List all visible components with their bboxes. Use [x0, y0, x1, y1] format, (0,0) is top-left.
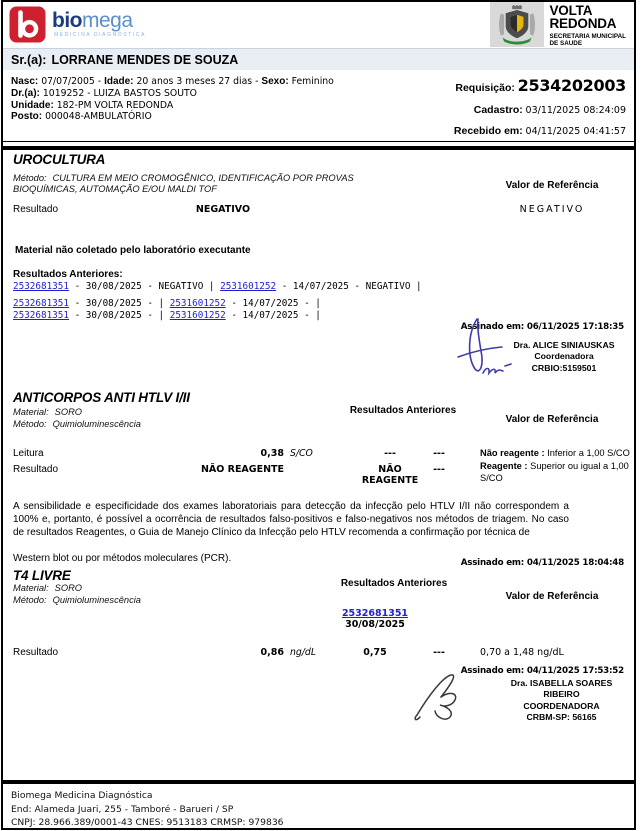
- cadastro-line: [454, 104, 626, 116]
- t4-material: [13, 583, 82, 594]
- report-header: [3, 2, 634, 142]
- urocultura-method: [13, 173, 433, 195]
- urocultura-result-label: Resultado: [13, 204, 59, 215]
- metodo-label: Método:: [13, 419, 47, 429]
- previous-result-link[interactable]: 2532681351: [13, 310, 69, 321]
- htlv-signed-at: Assinado em: 04/11/2025 18:04:48: [460, 558, 624, 568]
- t4-method: [13, 595, 141, 606]
- unidade-value: 182-PM VOLTA REDONDA: [53, 99, 174, 111]
- htlv-reference-block: [480, 447, 634, 485]
- ref-nao-reagente-label: Não reagente :: [480, 448, 545, 458]
- t4-prev2: ---: [433, 647, 445, 658]
- brand-bio: bio: [52, 9, 82, 32]
- urocultura-ref-header: Valor de Referência: [505, 180, 599, 191]
- t4-result-value: 0,86: [260, 647, 284, 658]
- municipality-text: [550, 2, 627, 48]
- material-note: Material não coletado pelo laboratório executante: [15, 245, 251, 256]
- footer-address: End: Alameda Juari, 255 - Tamboré - Barueri / SP: [11, 803, 234, 815]
- unidade-label: Unidade:: [11, 99, 54, 111]
- anteriores-label: Resultados Anteriores:: [13, 269, 123, 280]
- material-label: Material:: [13, 407, 49, 417]
- metodo-line1: CULTURA EM MEIO CROMOGÊNICO, IDENTIFICAÇÃO POR PROVAS: [52, 173, 354, 183]
- section-urocultura: [13, 150, 624, 389]
- signer-registry: CRBM-SP: 56165: [526, 711, 597, 722]
- t4-result-label: Resultado: [13, 647, 59, 658]
- t4-prev-link-wrap: [335, 608, 415, 619]
- report-footer: [3, 784, 634, 831]
- metodo-value: Quimioluminescência: [52, 419, 141, 429]
- leitura-value: 0,38: [260, 448, 284, 459]
- recebido-label: Recebido em:: [453, 125, 523, 137]
- metodo-label: Método:: [13, 595, 47, 605]
- htlv-note-tail: Western blot ou por métodos moleculares (PCR).: [13, 553, 232, 564]
- brand-tagline: MEDICINA DIAGNÓSTICA: [54, 32, 147, 38]
- sexo-label: Sexo:: [261, 76, 289, 87]
- logo-row: [3, 2, 634, 48]
- metodo-line2: BIOQUÍMICAS, AUTOMAÇÃO E/OU MALDI TOF: [13, 184, 217, 194]
- previous-result-text: - 14/07/2025 - |: [225, 310, 321, 321]
- cadastro-value: 03/11/2025 08:24:09: [525, 105, 626, 116]
- leitura-label: Leitura: [13, 448, 44, 459]
- section-htlv: [13, 389, 630, 568]
- t4-ref-header: Valor de Referência: [505, 591, 599, 602]
- htlv-ref-header: Valor de Referência: [505, 414, 599, 425]
- htlv-result-label: Resultado: [13, 464, 59, 475]
- previous-results-line: [13, 310, 321, 321]
- metodo-label: Método:: [13, 173, 47, 183]
- previous-results-line: [13, 281, 422, 292]
- signer-name: Dra. ISABELLA SOARES RIBEIRO: [510, 678, 613, 700]
- idade-label: Idade:: [104, 76, 134, 87]
- leitura-prev1: ---: [384, 448, 396, 459]
- previous-results-line: [13, 298, 321, 309]
- municipality-sub-line1: SECRETARIA MUNICIPAL: [549, 32, 626, 40]
- volta-redonda-crest-icon: [496, 4, 538, 45]
- signature-isabella-icon: [407, 667, 469, 725]
- previous-result-link[interactable]: 2532681351: [13, 298, 69, 309]
- htlv-result-value: NÃO REAGENTE: [200, 464, 284, 475]
- requisicao-label: Requisição:: [455, 82, 515, 94]
- posto-label: Posto:: [11, 111, 43, 123]
- leitura-prev2: ---: [433, 448, 445, 459]
- requisition-meta: [454, 76, 626, 146]
- cadastro-label: Cadastro:: [473, 104, 523, 116]
- htlv-result-prev2: ---: [433, 464, 445, 475]
- biomega-wordmark: [52, 10, 146, 38]
- requisicao-line: [454, 76, 626, 95]
- t4-signed-at: Assinado em: 04/11/2025 17:53:52: [460, 666, 624, 676]
- urocultura-signed-at: Assinado em: 06/11/2025 17:18:35: [460, 322, 624, 332]
- nasc-value: 07/07/2005 -: [38, 76, 105, 87]
- t4-signer: [499, 678, 624, 723]
- htlv-result-prev1: NÃO REAGENTE: [361, 464, 419, 486]
- previous-result-text: - 30/08/2025 - |: [68, 310, 170, 321]
- municipality-name-line1: VOLTA: [549, 3, 593, 18]
- previous-result-link[interactable]: 2531601252: [169, 298, 226, 309]
- htlv-title: ANTICORPOS ANTI HTLV I/II: [13, 390, 190, 405]
- signature-alice-icon: [450, 316, 512, 388]
- sexo-value: Feminino: [288, 76, 334, 87]
- metodo-value: Quimioluminescência: [52, 595, 141, 605]
- previous-result-text: - 14/07/2025 - |: [225, 298, 321, 309]
- requisicao-value: 2534202003: [517, 76, 626, 95]
- t4-title: T4 LIVRE: [13, 568, 71, 583]
- municipality-name-line2: REDONDA: [549, 15, 617, 31]
- material-value: SORO: [54, 407, 83, 417]
- urocultura-title: UROCULTURA: [13, 152, 106, 167]
- recebido-value: 04/11/2025 04:41:57: [525, 126, 626, 137]
- t4-prev-date: 30/08/2025: [345, 619, 405, 630]
- previous-result-text: - 30/08/2025 - NEGATIVO |: [68, 281, 221, 292]
- results-body: [3, 146, 634, 784]
- idade-value: 20 anos 3 meses 27 dias -: [133, 76, 262, 87]
- urocultura-result-value: NEGATIVO: [195, 204, 251, 215]
- urocultura-ref-value: NEGATIVO: [519, 204, 585, 215]
- ref-reagente-text: Superior ou igual a 1,00 S/CO: [480, 460, 629, 483]
- municipality-block: [490, 2, 627, 48]
- previous-result-link[interactable]: 2531601252: [169, 310, 226, 321]
- brand-mega: mega: [82, 9, 133, 32]
- report-border-frame: [1, 0, 636, 830]
- previous-result-text: - 14/07/2025 - NEGATIVO |: [276, 281, 422, 292]
- signer-role: COORDENADORA: [523, 700, 600, 711]
- previous-result-link[interactable]: 2532681351: [13, 281, 69, 292]
- crest-background: [490, 2, 544, 47]
- htlv-anteriores-header: Resultados Anteriores: [349, 405, 457, 416]
- signer-name: Dra. ALICE SINIAUSKAS: [513, 340, 615, 350]
- htlv-material: [13, 407, 82, 418]
- previous-result-link[interactable]: 2532681351: [341, 608, 409, 619]
- previous-result-text: - 30/08/2025 - |: [68, 298, 170, 309]
- footer-company: Biomega Medicina Diagnóstica: [11, 790, 153, 801]
- posto-value: 000048-AMBULATÓRIO: [42, 111, 152, 123]
- material-value: SORO: [54, 583, 83, 593]
- t4-result-unit: ng/dL: [290, 647, 317, 658]
- t4-anteriores-header: Resultados Anteriores: [340, 578, 448, 589]
- footer-registry: CNPJ: 28.966.389/0001-43 CNES: 9513183 CRMSP: 979836: [11, 817, 284, 828]
- biomega-logo: [9, 6, 146, 43]
- signer-registry: CRBIO:5159501: [531, 362, 597, 373]
- biomega-badge-icon: [9, 6, 46, 43]
- htlv-method: [13, 419, 141, 430]
- patient-info-block: [3, 70, 634, 137]
- urocultura-signer: [504, 340, 624, 374]
- section-t4-livre: [13, 567, 624, 780]
- previous-result-link[interactable]: 2531601252: [220, 281, 277, 292]
- dr-value: 1019252 - LUIZA BASTOS SOUTO: [39, 87, 197, 99]
- signer-role: Coordenadora: [534, 351, 594, 362]
- leitura-unit: S/CO: [290, 448, 313, 459]
- nasc-label: Nasc:: [11, 76, 39, 87]
- patient-name-bar: [3, 48, 634, 70]
- t4-ref-value: 0,70 a 1,48 ng/dL: [480, 647, 564, 658]
- material-label: Material:: [13, 583, 49, 593]
- t4-prev-value: 0,75: [363, 647, 387, 658]
- municipality-sub-line2: DE SAUDE: [549, 40, 583, 48]
- ref-nao-reagente-text: Inferior a 1,00 S/CO: [544, 448, 630, 458]
- patient-label: Sr.(a):: [11, 52, 47, 67]
- ref-reagente-label: Reagente :: [480, 460, 528, 471]
- dr-label: Dr.(a):: [11, 87, 40, 99]
- htlv-note: A sensibilidade e especificidade dos exames laboratoriais para detecção da infecção pelo HTLV I/II não correspondem a 100% e, portanto, é possível a ocorrência de resultados falso-positivos e falso-negativos nos métodos de triagem. No caso de resultados Reagentes, o Guia de Manejo Clínico da Infecção pelo HTLV recomenda a confirmação por técnica de: [13, 501, 569, 538]
- recebido-line: [454, 125, 626, 137]
- patient-name: LORRANE MENDES DE SOUZA: [51, 52, 239, 67]
